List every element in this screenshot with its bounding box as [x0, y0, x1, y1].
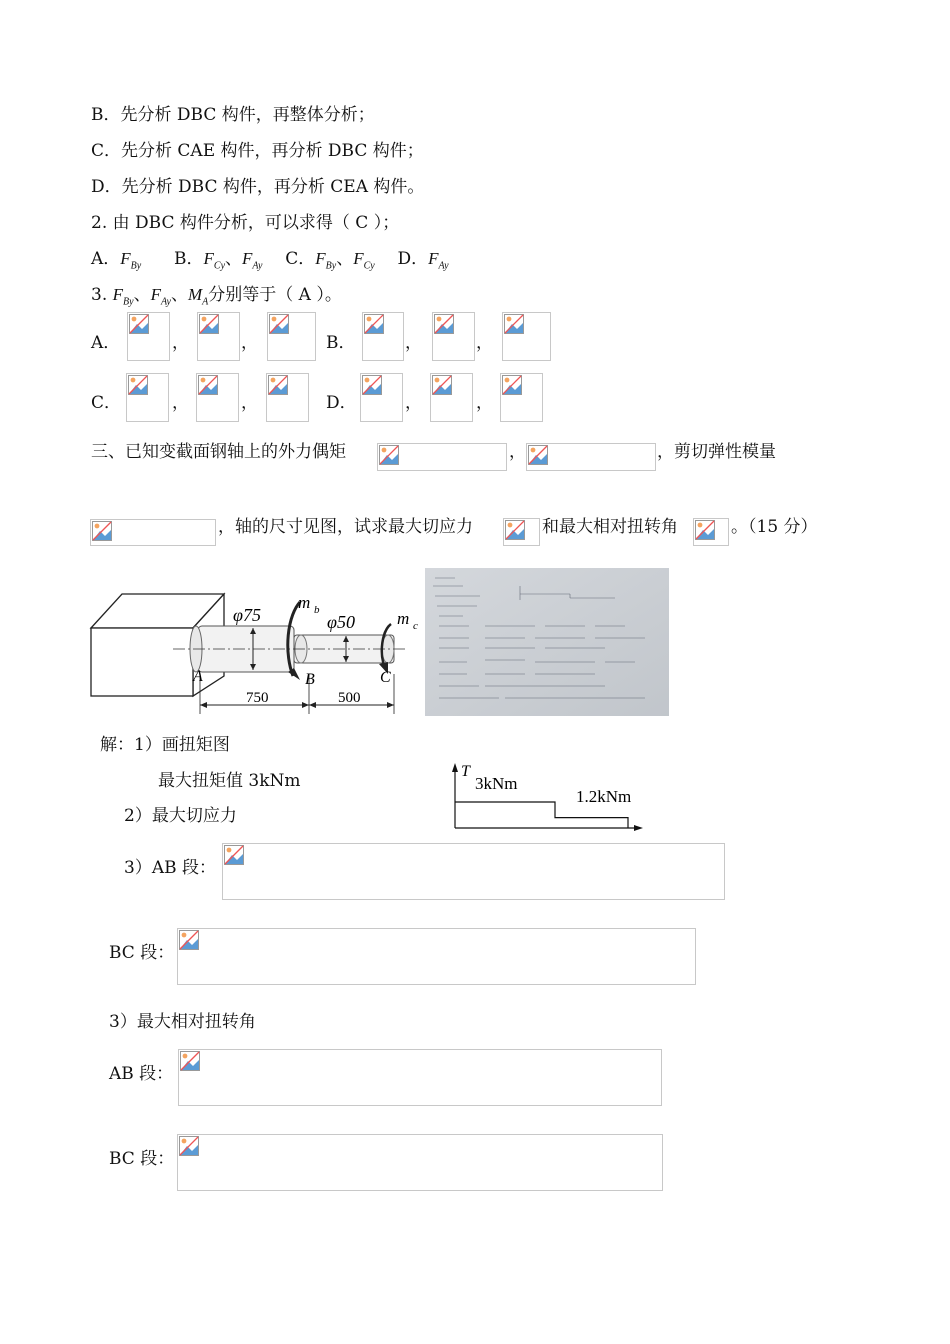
- torque-axis-label: T: [461, 763, 470, 780]
- broken-image-placeholder: [126, 373, 169, 422]
- q3-row2-d-label: D．: [326, 393, 357, 413]
- broken-image-placeholder: [362, 312, 404, 361]
- solution-step1: 解：1）画扭矩图: [100, 735, 230, 755]
- broken-image-icon: [268, 375, 288, 395]
- broken-image-icon: [129, 314, 149, 334]
- broken-image-icon: [92, 521, 112, 541]
- label-len1: 750: [246, 690, 269, 706]
- broken-image-icon: [432, 375, 452, 395]
- problem3-line2-a: ，轴的尺寸见图，试求最大切应力: [218, 517, 473, 537]
- broken-image-icon: [199, 314, 219, 334]
- broken-image-icon: [198, 375, 218, 395]
- comma: ，: [241, 333, 258, 353]
- label-mc-sub: c: [413, 620, 418, 632]
- broken-image-icon: [528, 445, 548, 465]
- broken-image-placeholder: [503, 518, 540, 546]
- option-c-line: C．先分析 CAE 构件，再分析 DBC 构件；: [91, 141, 424, 161]
- label-mc: m: [397, 609, 410, 628]
- option-b-line: B．先分析 DBC 构件，再整体分析；: [91, 105, 375, 125]
- problem3-line1-a: 三、已知变截面钢轴上的外力偶矩: [91, 442, 346, 462]
- comma: ，: [476, 393, 493, 413]
- broken-image-icon: [180, 1051, 200, 1071]
- label-A: A: [193, 668, 203, 685]
- solution-bc-label-2: BC 段：: [109, 1149, 175, 1169]
- broken-image-placeholder: [502, 312, 551, 361]
- torque-axis-arrow-right-icon: [634, 825, 643, 831]
- solution-bc-label-1: BC 段：: [109, 943, 175, 963]
- q3-row1-a-label: A．: [91, 333, 121, 353]
- problem3-line2-c: 。（15 分）: [731, 517, 818, 537]
- broken-image-icon: [502, 375, 522, 395]
- question-2: 2. 由 DBC 构件分析，可以求得（ C ）；: [91, 213, 400, 233]
- broken-image-placeholder: [177, 928, 696, 985]
- q2-option-d-label: D．: [397, 249, 429, 269]
- shaft-figure: [88, 588, 420, 718]
- broken-image-placeholder: [177, 1134, 663, 1191]
- solution-step3: 3）AB 段：: [124, 858, 216, 878]
- broken-image-icon: [269, 314, 289, 334]
- broken-image-placeholder: [267, 312, 316, 361]
- problem3-line1-b: ，: [509, 442, 526, 462]
- label-mb: m: [298, 593, 311, 612]
- torque-axis-arrow-up-icon: [452, 763, 458, 772]
- problem3-line2-b: 和最大相对扭转角: [542, 517, 678, 537]
- broken-image-icon: [379, 445, 399, 465]
- solution-step2: 2）最大切应力: [124, 806, 237, 826]
- handwritten-solution-photo: [425, 568, 669, 716]
- broken-image-placeholder: [377, 443, 507, 471]
- q2-option-c-label: C．: [285, 249, 316, 269]
- solution-step4: 3）最大相对扭转角: [109, 1012, 256, 1032]
- broken-image-icon: [434, 314, 454, 334]
- question-3: 3. $F_{By}$、$F_{Ay}$、$M_A$分别等于（ A ）。: [91, 285, 342, 308]
- option-d-line: D．先分析 DBC 构件，再分析 CEA 构件。: [91, 177, 425, 197]
- q3-row2-c-label: C．: [91, 393, 122, 413]
- torque-value-1: 3kNm: [475, 774, 518, 793]
- broken-image-icon: [504, 314, 524, 334]
- broken-image-icon: [364, 314, 384, 334]
- label-d2: φ50: [327, 612, 355, 632]
- comma: ，: [405, 333, 422, 353]
- comma: ，: [172, 333, 189, 353]
- comma: ，: [172, 393, 189, 413]
- broken-image-placeholder: [90, 519, 216, 546]
- q2-option-b-label: B．: [174, 249, 204, 269]
- broken-image-placeholder: [430, 373, 473, 422]
- broken-image-placeholder: [197, 312, 240, 361]
- label-d1: φ75: [233, 605, 261, 625]
- q2-option-a-label: A．: [91, 249, 121, 269]
- label-B: B: [305, 671, 315, 688]
- problem3-line1-c: ，剪切弹性模量: [657, 442, 776, 462]
- broken-image-icon: [128, 375, 148, 395]
- broken-image-icon: [505, 520, 525, 540]
- label-len2: 500: [338, 690, 361, 706]
- torque-diagram: [440, 760, 650, 834]
- comma: ，: [405, 393, 422, 413]
- broken-image-icon: [362, 375, 382, 395]
- solution-max-torque: 最大扭矩值 3kNm: [158, 771, 301, 791]
- q2-options: A．$F_{By}$ B．$F_{Cy}$、$F_{Ay}$ C．$F_{By}$、$F_{Cy}$ D．$F_{Ay}$: [91, 249, 449, 272]
- block-front: [91, 628, 193, 696]
- broken-image-icon: [224, 845, 244, 865]
- broken-image-placeholder: [222, 843, 725, 900]
- broken-image-placeholder: [178, 1049, 662, 1106]
- broken-image-placeholder: [432, 312, 475, 361]
- broken-image-placeholder: [526, 443, 656, 471]
- broken-image-icon: [179, 1136, 199, 1156]
- q3-row1-b-label: B．: [326, 333, 356, 353]
- torque-value-2: 1.2kNm: [576, 787, 632, 806]
- broken-image-placeholder: [196, 373, 239, 422]
- label-mb-sub: b: [314, 604, 320, 616]
- comma: ，: [241, 393, 258, 413]
- broken-image-icon: [179, 930, 199, 950]
- broken-image-icon: [695, 520, 715, 540]
- comma: ，: [476, 333, 493, 353]
- solution-ab-label-2: AB 段：: [109, 1064, 174, 1084]
- broken-image-placeholder: [127, 312, 170, 361]
- broken-image-placeholder: [693, 518, 729, 546]
- broken-image-placeholder: [500, 373, 543, 422]
- broken-image-placeholder: [360, 373, 403, 422]
- label-C: C: [380, 669, 391, 686]
- broken-image-placeholder: [266, 373, 309, 422]
